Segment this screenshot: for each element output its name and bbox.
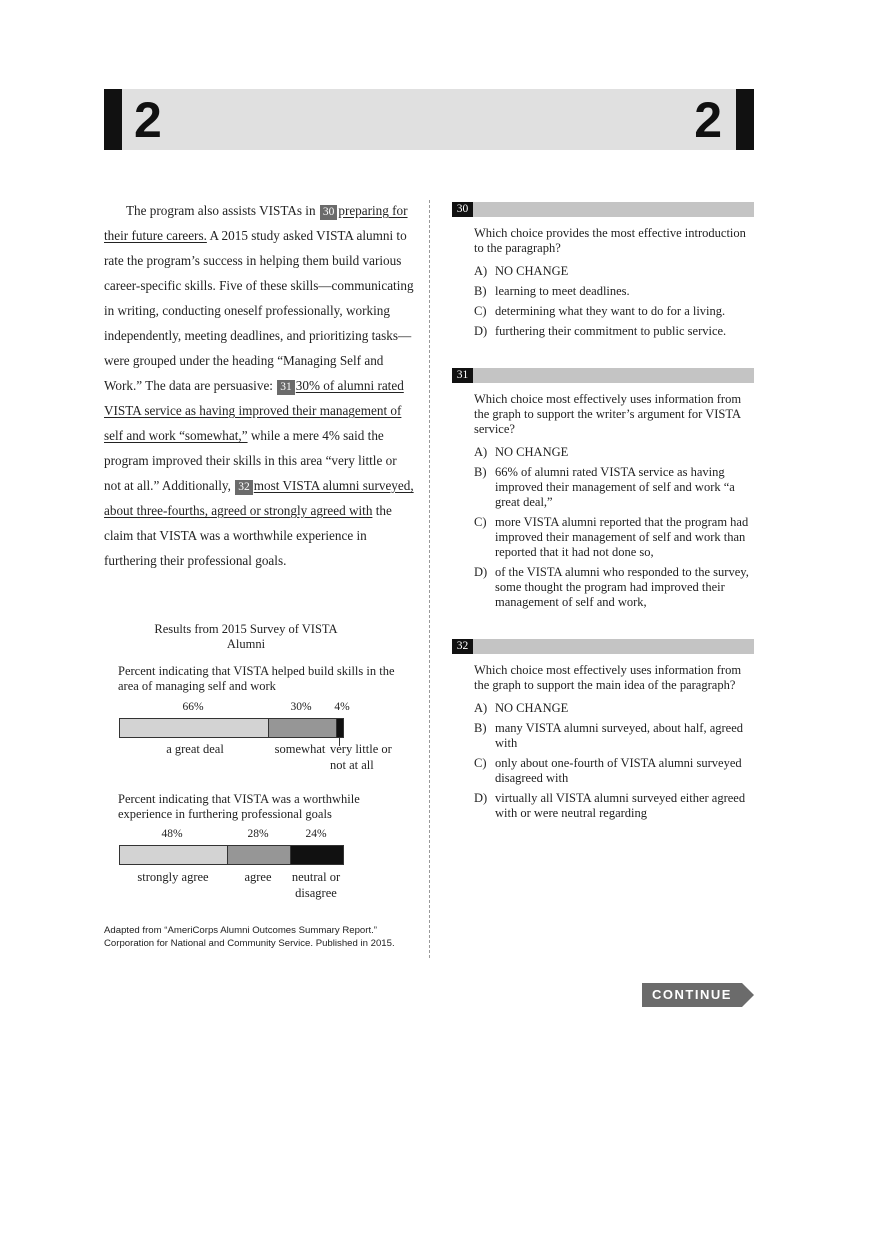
continue-label: CONTINUE bbox=[652, 987, 732, 1002]
chart-2-label-1: 28% bbox=[247, 828, 269, 840]
option-text: furthering their commitment to public service. bbox=[495, 324, 727, 338]
question-marker-32[interactable]: 32 bbox=[235, 480, 253, 495]
chart-2-segment-0 bbox=[119, 845, 228, 865]
question-stem: Which choice provides the most effective introduction to the paragraph? bbox=[474, 226, 746, 255]
chart-1-segment-2 bbox=[336, 718, 344, 738]
passage-text: while a mere 4% said the program improved their skills in this area “very little or not at all.” Additionally, bbox=[104, 428, 397, 493]
header-bar-right bbox=[736, 89, 754, 150]
chart-2-segment-1 bbox=[227, 845, 291, 865]
answer-option-a[interactable] bbox=[474, 264, 754, 279]
answer-option-d[interactable] bbox=[474, 791, 754, 821]
option-letter: A) bbox=[474, 701, 488, 715]
question-marker-31[interactable]: 31 bbox=[277, 380, 295, 395]
question-marker-30[interactable]: 30 bbox=[320, 205, 338, 220]
source-citation bbox=[104, 924, 424, 950]
option-letter: D) bbox=[474, 565, 488, 579]
option-letter: B) bbox=[474, 284, 487, 298]
chart-1-category-2: very little or not at all bbox=[330, 742, 392, 772]
underlined-portion-30: preparing for their future careers. bbox=[104, 203, 408, 243]
chart-2-category-2: neutral or disagree bbox=[291, 870, 341, 900]
underlined-portion-31: 30% of alumni rated VISTA service as having improved their management of self and work “somewhat,” bbox=[104, 378, 404, 443]
option-letter: A) bbox=[474, 264, 488, 278]
option-letter: B) bbox=[474, 721, 487, 735]
section-number-right: 2 bbox=[694, 92, 722, 148]
answer-option-b[interactable] bbox=[474, 465, 754, 510]
chart-1-segment-0 bbox=[119, 718, 269, 738]
answer-option-d[interactable] bbox=[474, 565, 754, 610]
option-text: many VISTA alumni surveyed, about half, agreed with bbox=[495, 721, 744, 750]
option-text: 66% of alumni rated VISTA service as having improved their management of self and work “a great deal,” bbox=[495, 465, 735, 509]
option-text: more VISTA alumni reported that the program had improved their management of self and work than reported that it had not done so, bbox=[495, 515, 749, 559]
chart-1-label-2: 4% bbox=[334, 701, 350, 713]
answer-option-d[interactable] bbox=[474, 324, 754, 339]
answer-option-a[interactable] bbox=[474, 701, 754, 716]
passage-text: The program also assists VISTAs in bbox=[126, 203, 319, 218]
question-header bbox=[452, 639, 754, 654]
chart-title: Results from 2015 Survey of VISTA Alumni bbox=[154, 622, 338, 651]
answer-option-a[interactable] bbox=[474, 445, 754, 460]
column-divider bbox=[429, 200, 430, 958]
chart-2-category-1: agree bbox=[244, 870, 272, 884]
question-32 bbox=[452, 639, 754, 826]
answer-options bbox=[474, 701, 754, 821]
option-text: virtually all VISTA alumni surveyed either agreed with or were neutral regarding bbox=[495, 791, 746, 820]
option-text: NO CHANGE bbox=[495, 701, 569, 715]
chart-2-bar bbox=[119, 845, 344, 866]
chart-2-label-2: 24% bbox=[305, 828, 327, 840]
option-letter: D) bbox=[474, 324, 488, 338]
answer-option-c[interactable] bbox=[474, 756, 754, 786]
option-letter: B) bbox=[474, 465, 487, 479]
chart-1-category-0: a great deal bbox=[166, 742, 224, 756]
question-stem: Which choice most effectively uses information from the graph to support the main idea of the paragraph? bbox=[474, 663, 742, 692]
option-letter: C) bbox=[474, 515, 487, 529]
chart-1-bar bbox=[119, 718, 344, 739]
question-30 bbox=[452, 202, 754, 344]
chart-2-subtitle: Percent indicating that VISTA was a worthwhile experience in furthering professional goals bbox=[118, 792, 360, 821]
chart-1-label-1: 30% bbox=[290, 701, 312, 713]
source-line-2: Corporation for National and Community Service. Published in 2015. bbox=[104, 938, 395, 949]
question-header bbox=[452, 202, 754, 217]
chart-2-label-0: 48% bbox=[161, 828, 183, 840]
passage-text: A 2015 study asked VISTA alumni to rate the program’s success in helping them build various career-specific skills. Five of these skills—communicating in writing, conducting oneself professionally, working independently, meeting deadlines, and prioritizing tasks—were grouped under the heading “Managing Self and Work.” The data are persuasive: bbox=[104, 228, 414, 393]
chart-2-category-0: strongly agree bbox=[137, 870, 209, 884]
option-text: determining what they want to do for a living. bbox=[495, 304, 726, 318]
question-stem: Which choice most effectively uses information from the graph to support the writer’s argument for VISTA service? bbox=[474, 392, 742, 436]
option-text: of the VISTA alumni who responded to the survey, some thought the program had improved their management of self and work, bbox=[495, 565, 749, 609]
question-31 bbox=[452, 368, 754, 615]
option-letter: D) bbox=[474, 791, 488, 805]
option-text: NO CHANGE bbox=[495, 445, 569, 459]
chart-2-segment-2 bbox=[290, 845, 344, 865]
chart-1-segment-1 bbox=[268, 718, 337, 738]
section-header bbox=[104, 89, 754, 150]
option-text: learning to meet deadlines. bbox=[495, 284, 630, 298]
passage-paragraph bbox=[104, 198, 416, 573]
question-number: 31 bbox=[452, 368, 473, 383]
source-line-1: Adapted from “AmeriCorps Alumni Outcomes Summary Report.” bbox=[104, 925, 377, 936]
header-bar-left bbox=[104, 89, 122, 150]
question-number: 30 bbox=[452, 202, 473, 217]
question-number: 32 bbox=[452, 639, 473, 654]
question-header bbox=[452, 368, 754, 383]
option-letter: C) bbox=[474, 304, 487, 318]
answer-options bbox=[474, 264, 754, 339]
answer-options bbox=[474, 445, 754, 610]
chart-1-subtitle: Percent indicating that VISTA helped build skills in the area of managing self and work bbox=[118, 664, 395, 693]
answer-option-c[interactable] bbox=[474, 515, 754, 560]
section-number-left: 2 bbox=[134, 92, 162, 148]
answer-option-b[interactable] bbox=[474, 284, 754, 299]
answer-option-b[interactable] bbox=[474, 721, 754, 751]
answer-option-c[interactable] bbox=[474, 304, 754, 319]
option-letter: C) bbox=[474, 756, 487, 770]
option-text: only about one-fourth of VISTA alumni surveyed disagreed with bbox=[495, 756, 742, 785]
option-letter: A) bbox=[474, 445, 488, 459]
passage-text: the claim that VISTA was a worthwhile experience in furthering their professional goals. bbox=[104, 503, 392, 568]
continue-button[interactable] bbox=[642, 983, 754, 1007]
chart-1-category-1: somewhat bbox=[274, 742, 326, 756]
chart-1-label-0: 66% bbox=[182, 701, 204, 713]
passage bbox=[104, 198, 416, 573]
underlined-portion-32: most VISTA alumni surveyed, about three-fourths, agreed or strongly agreed with bbox=[104, 478, 414, 518]
option-text: NO CHANGE bbox=[495, 264, 569, 278]
